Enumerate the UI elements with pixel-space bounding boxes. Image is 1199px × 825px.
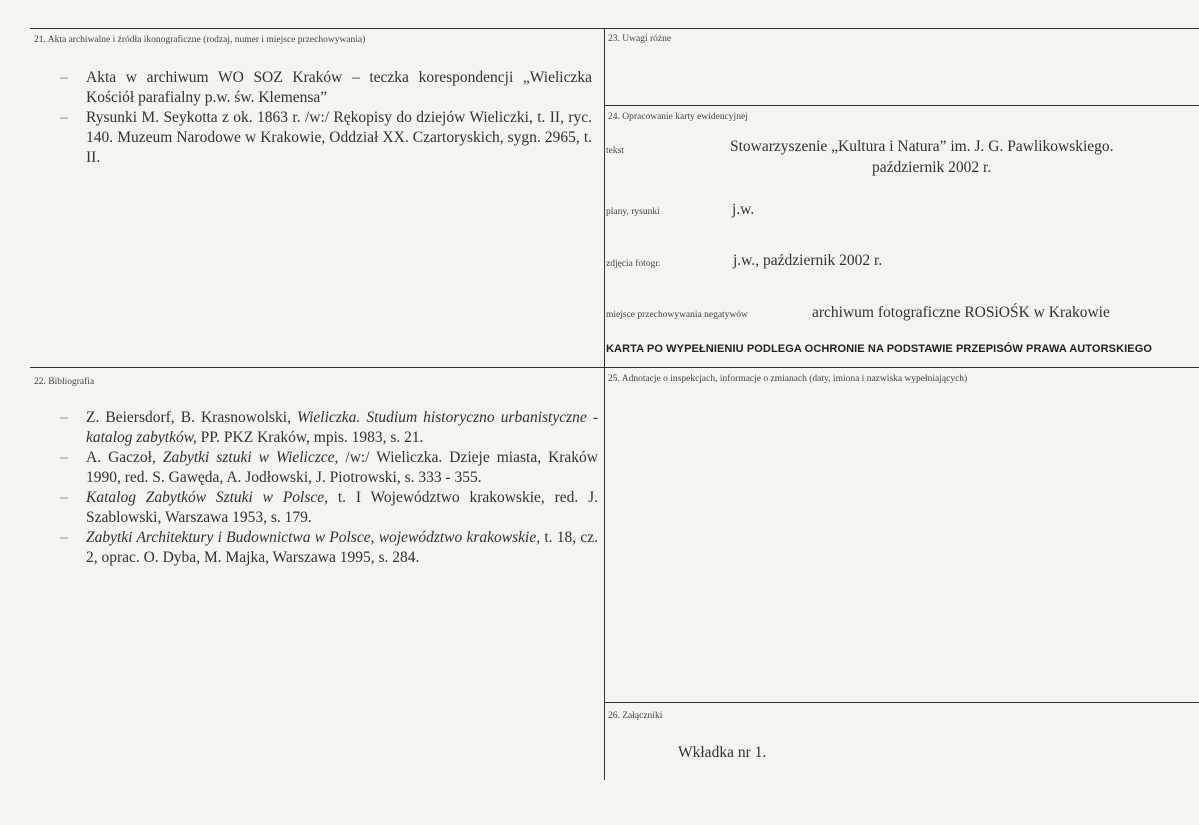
section-26-label: 26. Załączniki bbox=[608, 711, 663, 721]
bib-title: Katalog Zabytków Sztuki w Polsce, bbox=[86, 489, 329, 506]
bib-author: A. Gaczoł, bbox=[86, 449, 163, 466]
bib-details: PP. PKZ Kraków, mpis. 1983, s. 21. bbox=[196, 429, 424, 446]
zdjecia-value: j.w., październik 2002 r. bbox=[733, 252, 883, 269]
miejsce-value: archiwum fotograficzne ROSiOŚK w Krakowie bbox=[812, 304, 1110, 321]
miejsce-label: miejsce przechowywania negatywów bbox=[606, 310, 748, 320]
section-21-label: 21. Akta archiwalne i źródła ikonograficzne (rodzaj, numer i miejsce przechowywania) bbox=[34, 35, 366, 45]
list-item bbox=[60, 488, 598, 528]
list-item-text: Rysunki M. Seykotta z ok. 1863 r. /w:/ Rękopisy do dziejów Wieliczki, t. II, ryc. 140. Muzeum Narodowe w Krakowie, Oddział XX. Czartoryskich, sygn. 2965, t. II. bbox=[86, 109, 592, 166]
list-item bbox=[60, 108, 592, 168]
plany-label: plany, rysunki bbox=[606, 207, 660, 217]
bullet-dash: – bbox=[60, 109, 68, 126]
list-item bbox=[60, 408, 598, 448]
center-divider bbox=[604, 28, 605, 780]
section-24-label: 24. Opracowanie karty ewidencyjnej bbox=[608, 112, 748, 122]
bib-title: Zabytki sztuki w Wieliczce, bbox=[162, 449, 339, 466]
bib-title: Zabytki Architektury i Budownictwa w Polsce, województwo krakowskie, bbox=[86, 529, 541, 546]
section-22-label: 22. Bibliografia bbox=[34, 377, 95, 387]
divider-23-24 bbox=[604, 105, 1199, 106]
bullet-dash: – bbox=[60, 449, 68, 466]
section-23-label: 23. Uwagi różne bbox=[608, 34, 672, 44]
bib-details: t. I Województwo krakowskie, red. J. Szablowski, Warszawa 1953, s. 179. bbox=[86, 489, 598, 526]
section-22-list bbox=[60, 408, 598, 568]
copyright-notice: KARTA PO WYPEŁNIENIU PODLEGA OCHRONIE NA PODSTAWIE PRZEPISÓW PRAWA AUTORSKIEGO bbox=[606, 343, 1153, 355]
middle-divider bbox=[30, 367, 1199, 368]
list-item-text: Akta w archiwum WO SOZ Kraków – teczka korespondencji „Wieliczka Kościół parafialny p.w. św. Klemensa” bbox=[86, 69, 592, 106]
section-25-label: 25. Adnotacje o inspekcjach, informacje o zmianach (daty, imiona i nazwiska wypełniających) bbox=[608, 374, 968, 384]
tekst-value-line1: Stowarzyszenie „Kultura i Natura” im. J. G. Pawlikowskiego. bbox=[730, 138, 1114, 155]
list-item bbox=[60, 528, 598, 568]
bullet-dash: – bbox=[60, 69, 68, 86]
section-21-list bbox=[60, 68, 592, 168]
list-item bbox=[60, 68, 592, 108]
bib-author: Z. Beiersdorf, B. Krasnowolski, bbox=[86, 409, 298, 426]
bullet-dash: – bbox=[60, 489, 68, 506]
zdjecia-label: zdjęcia fotogr. bbox=[606, 259, 661, 269]
plany-value: j.w. bbox=[732, 201, 755, 218]
tekst-value-line2: październik 2002 r. bbox=[872, 159, 992, 176]
bib-details: /w:/ Wieliczka. Dzieje miasta, Kraków 1990, red. S. Gawęda, A. Jodłowski, J. Piotrowski, s. 333 - 355. bbox=[86, 449, 598, 486]
bib-details: t. 18, cz. 2, oprac. O. Dyba, M. Majka, Warszawa 1995, s. 284. bbox=[86, 529, 598, 566]
top-border bbox=[30, 28, 1199, 29]
list-item bbox=[60, 448, 598, 488]
tekst-label: tekst bbox=[606, 146, 624, 156]
bib-title: Wieliczka. Studium historyczno urbanistyczne - katalog zabytków, bbox=[86, 409, 598, 446]
bullet-dash: – bbox=[60, 529, 68, 546]
bullet-dash: – bbox=[60, 409, 68, 426]
divider-25-26 bbox=[604, 702, 1199, 703]
attachments-value: Wkładka nr 1. bbox=[678, 744, 767, 761]
